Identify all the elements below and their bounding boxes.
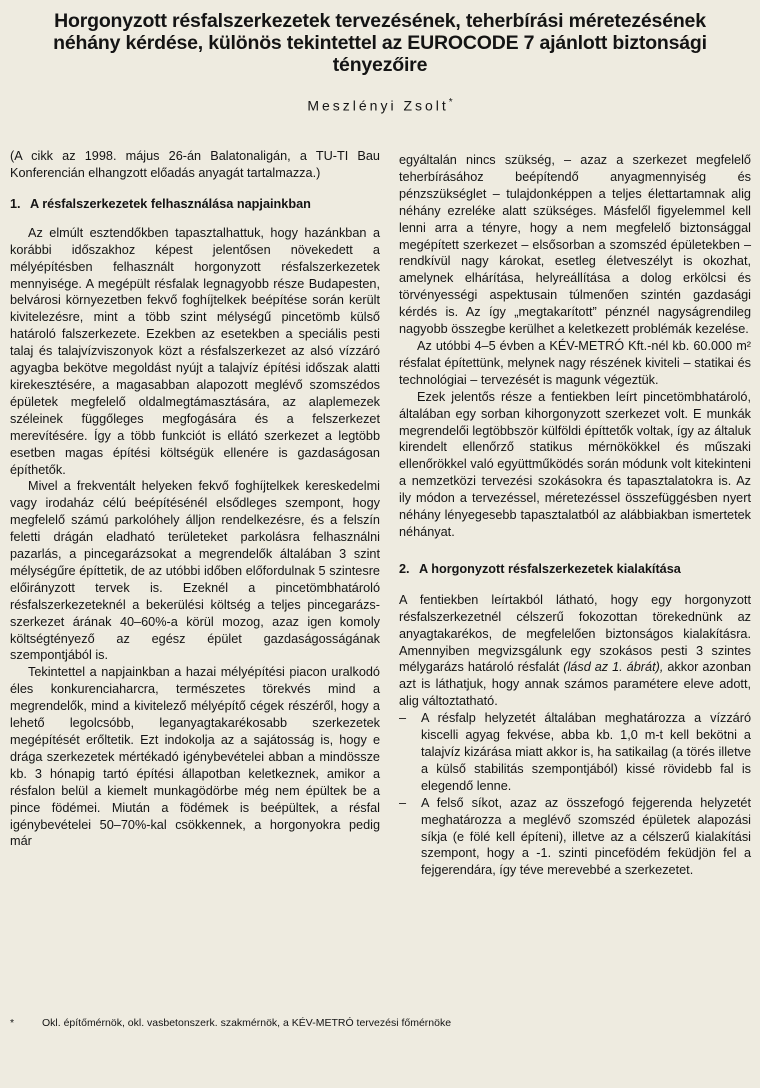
body-paragraph: Tekintettel a napjainkban a hazai mélyépítési piacon uralkodó éles konkurenciaharcra, természetes törekvés mind a megrendelők, mind a kivitelező mélyépítő cégek részéről, hogy a lehető legolcsóbb, leganyagtakarékosabb szerkezetek megépítését erőltetik. Ezt indokolja az a sajátosság is, hogy e drága szerkezetek mértékadó igénybevételei abban a mindössze kb. 3 hónapig tartó építési állapotban keletkeznek, amikor a résfalon belül a kiemelt munkagödörbe még nem épültek be a pince födémei. Miután a födémek is beépültek, a résfal igénybevételei 50–70%-kal csökkennek, a horgonyokra pedig már	[10, 665, 380, 849]
list-item-text: A felső síkot, azaz az összefogó fejgerenda helyzetét meghatározza a meglévő szomszéd épületek alapozási síkja (e fölé kell építeni), illetve az a célszerű kialakítási szempont, hogy a -1. szinti pincefödém feküdjön fel a fejgerendára, így téve merevebbé a szerkezetet.	[421, 795, 751, 878]
dash-list-item	[399, 710, 751, 795]
section-2-heading	[399, 561, 751, 578]
author-line	[0, 97, 760, 114]
section-number: 2.	[399, 561, 410, 576]
figure-reference: (lásd az 1. ábrát),	[563, 660, 664, 675]
body-paragraph: egyáltalán nincs szükség, – azaz a szerkezet megfelelő teherbírásához beépítendő anyagmennyiség és pénzszükséglet – tulajdonképpen a teljes élettartamnak alig néhány ezreléke alatt szükséges. Másfelől figyelemmel kell lenni arra a tényre, hogy a nem megfelelő biztonsággal megépített szerkezet – elsősorban a szomszéd épületekben – rendkívül nagy károkat, esetleg életveszélyt is okozhat, amelynek elhárítása, helyreállítása a dolog erkölcsi és törvényességi aspektusain túlmenően szintén gazdasági kérdés is. Az így „megtakarított” pénznél nagyságrendileg nagyobb összegbe kerülhet a keletkezett problémák kezelése.	[399, 153, 751, 337]
author-name: Meszlényi Zsolt	[307, 97, 449, 114]
body-paragraph: Az utóbbi 4–5 évben a KÉV-METRÓ Kft.-nél kb. 60.000 m² résfalat építettünk, melynek nagy részének kiviteli – statikai és technológiai – tervezését is magunk végeztük.	[399, 338, 751, 387]
dash-mark: –	[399, 711, 407, 726]
footnote-text: Okl. építőmérnök, okl. vasbetonszerk. szakmérnök, a KÉV-METRÓ tervezési főmérnöke	[42, 1017, 452, 1029]
body-paragraph: Ezek jelentős része a fentiekben leírt pincetömbhatároló, általában egy sorban kihorgonyzott szerkezet volt. E munkák megrendelői legtöbbször külföldi építtetők voltak, így az általuk kirendelt ellenőrző statikus mérnökökkel és műszaki ellenőrökkel való együttműködés során módunk volt kitekinteni a nemzetközi tervezési szokásokra és tapasztalatokra is. Az ily módon a tervezéssel, méretezéssel összefüggésben nyert néhány lényegesebb tapasztalatból az alábbiakban ismertetek néhányat.	[399, 389, 751, 539]
paragraph-text: akkor azonban azt is láthatjuk, hogy annak számos paramétere eleve adott, alig változtatható.	[399, 660, 752, 709]
footnote-mark: *	[10, 1017, 15, 1029]
body-paragraph: Mivel a frekventált helyeken fekvő foghíjtelkek kereskedelmi vagy irodaház célú beépítésénél elsődleges szempont, hogy megfelelő számú parkolóhely álljon rendelkezésre, és a felszín feletti drágán eladható területeket parkolásra felhasználni pazarlás, a pincegarázsokat a megrendelők általában 3 szint mélységűre építtetik, de az utóbbi időben előfordulnak 5 szintesre előirányzott tervek is. Ezeknél a pincetömbhatároló résfalszerkezeteknél a bekerülési költség a teljes pincegarázs-szerkezet árának 40–60%-a körül mozog, azaz igen komoly költségtényező az egész épület gazdaságosságának szempontjából is.	[10, 479, 380, 663]
author-footnote-mark: *	[448, 97, 453, 108]
section-1-heading	[10, 196, 380, 213]
title-line: tényezőire	[332, 54, 428, 76]
paragraph-text: A fentiekben leírtakból látható, hogy egy horgonyzott résfalszerkezetnél célszerű fokozottan törekednünk az anyagtakarékos, de megfelelően biztonságos kialakításra. Amennyiben megvizsgálunk egy szokásos pesti 3 szintes mélygarázs határoló résfalát	[399, 592, 751, 675]
dash-mark: –	[399, 795, 407, 810]
title-line: Horgonyzott résfalszerkezetek tervezésének, teherbírási méretezésének	[54, 10, 706, 32]
section-title: A horgonyzott résfalszerkezetek kialakítása	[419, 561, 681, 576]
section-title: A résfalszerkezetek felhasználása napjainkban	[30, 196, 311, 211]
left-column	[10, 148, 380, 850]
intro-note: (A cikk az 1998. május 26-án Balatonaligán, a TU-TI Bau Konferencián elhangzott előadás anyagát tartalmazza.)	[10, 149, 380, 180]
footnote	[10, 1016, 750, 1030]
title-line: néhány kérdése, különös tekintettel az EUROCODE 7 ajánlott biztonsági	[53, 32, 707, 54]
dash-list-item	[399, 795, 751, 880]
body-paragraph: Az elmúlt esztendőkben tapasztalhattuk, hogy hazánkban a korábbi időszakhoz képest jelentősen növekedett a mélyépítésben felhasznált horgonyzott résfalszerkezetek mennyisége. A megépült résfalak legnagyobb része Budapesten, belvárosi környezetben fekvő foghíjtelkek beépítése során került kivitelezésre, mint a több szint mélységű pincetömb külső határoló falszerkezete. Ezekben az esetekben a speciális pesti talaj és talajvízviszonyok közt a résfalszerkezet az alsó vízzáró agyagba bekötve megoldást nyújt a talajvíz építési időszak alatti kirekesztésére, a magasabban alapozott meglévő szomszédos épületek megfelelő oldalmegtámasztására, az alaplemezek széleinek függőleges megfogására és a felszerkezet merevítésére. Így a több funkciót is ellátó szerkezet a legtöbb esetben magas építési költségük ellenére is gazdaságosan építhetők.	[10, 225, 380, 477]
article-title	[20, 10, 740, 76]
section-number: 1.	[10, 196, 21, 211]
list-item-text: A résfalp helyzetét általában meghatározza a vízzáró kiscelli agyag fekvése, abba kb. 1,0 m-t kell bekötni a talajvíz kizárása miatt akkor is, ha satikailag (a törés illetve a külső stabilitás szempontjából) kissé rövidebb fal is elegendő lenne.	[421, 711, 751, 793]
right-column	[399, 152, 751, 879]
body-paragraph	[399, 592, 751, 710]
